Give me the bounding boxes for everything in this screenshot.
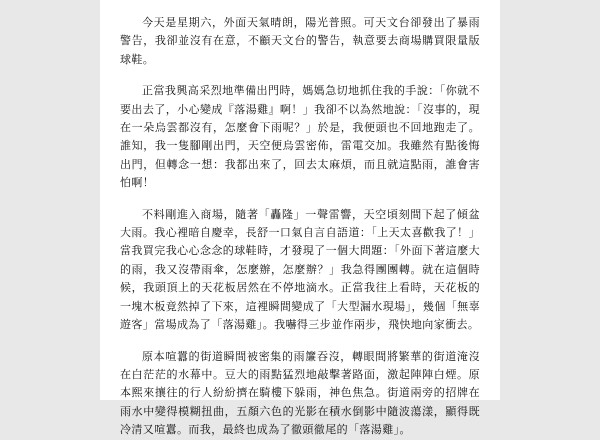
paragraph-1: 今天是星期六，外面天氣晴朗，陽光普照。可天文台卻發出了暴雨警告，我卻並沒有在意，不顧天文台的警告，執意要去商場購買限量版球鞋。 xyxy=(120,16,480,66)
document-page xyxy=(100,0,500,437)
paragraph-4: 原本喧囂的街道瞬間被密集的雨簾吞沒，轉眼間將繁華的街道淹沒在白茫茫的水幕中。豆大的雨點猛烈地敲擊著路面，激起陣陣白煙。原本熙來攘往的行人紛紛擠在騎樓下躲雨，神色焦急。街道兩旁的招牌在雨水中變得模糊扭曲，五顏六色的光影在積水倒影中隨波蕩漾，顯得既冷清又喧囂。而我，最終也成為了徹頭徹尾的「落湯雞」。 xyxy=(120,349,480,437)
paragraph-3: 不料剛進入商場，隨著「轟隆」一聲雷響，天空頃刻間下起了傾盆大雨。我心裡暗自慶幸，長舒一口氣自言自語道：「上天太喜歡我了！」當我買完我心心念念的球鞋時，才發現了一個大問題：「外面下著這麼大的雨，我又沒帶雨傘，怎麼辦，怎麼辦？」我急得團團轉。就在這個時候，我頭頂上的天花板居然在不停地滴水。正當我往上看時，天花板的一塊木板竟然掉了下來，這裡瞬間變成了「大型漏水現場」，幾個「無辜遊客」當場成為了「落湯雞」。我嚇得三步並作兩步，飛快地向家衝去。 xyxy=(120,207,480,332)
paragraph-2: 正當我興高采烈地準備出門時，媽媽急切地抓住我的手說：「你就不要出去了，小心變成『落湯雞』啊！」我卻不以為然地說：「沒事的，現在一朵烏雲都沒有，怎麼會下雨呢？」於是，我便頭也不回地跑走了。誰知，我一隻腳剛出門，天空便烏雲密佈，雷電交加。我雖然有點後悔出門，但轉念一想：我都出來了，回去太麻煩，而且就這點雨，誰會害怕啊！ xyxy=(120,84,480,190)
